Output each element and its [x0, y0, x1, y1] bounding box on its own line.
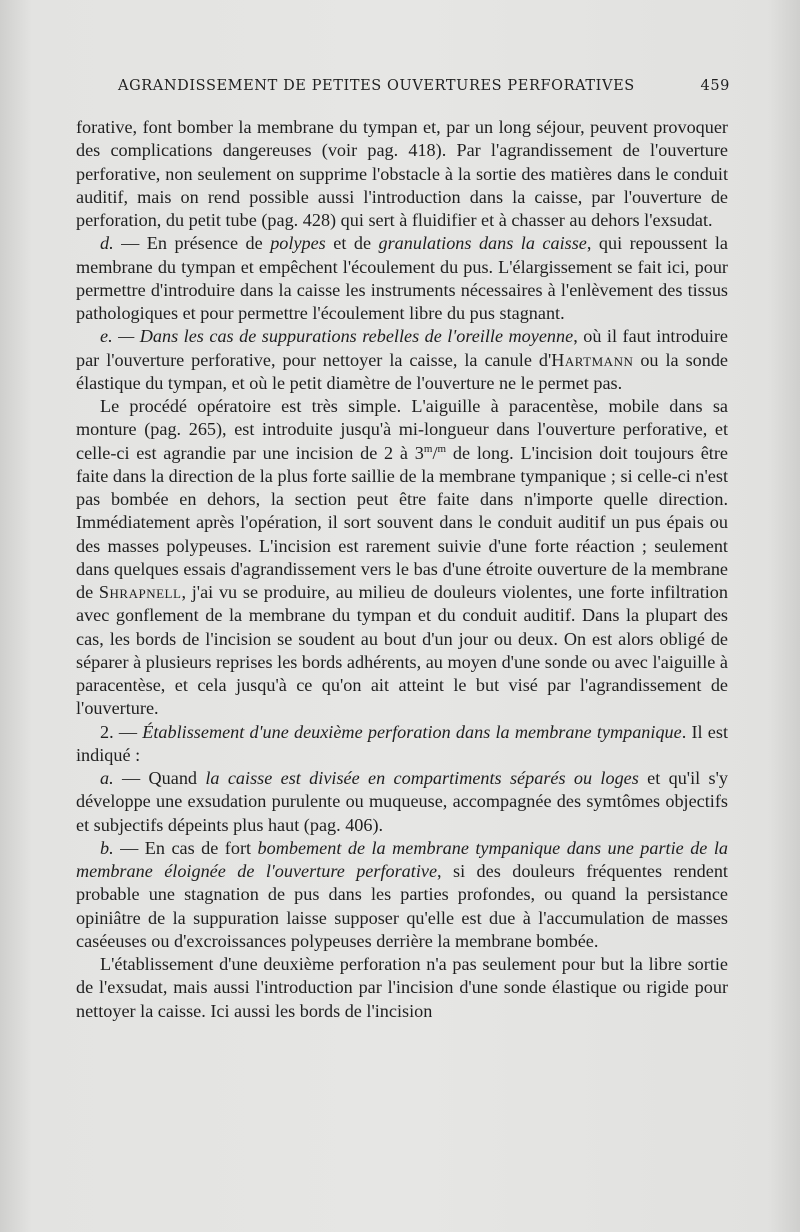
superscript-text: m [423, 442, 433, 455]
text-segment: ou la sonde élastique du tympan, et où le petit diamètre de l'ouverture ne le permet pas. [76, 349, 728, 393]
paragraph [76, 325, 728, 395]
text-segment: , j'ai vu se produire, au milieu de douleurs violentes, une forte infiltration avec gonflement de la membrane du tympan et du conduit auditif. Dans la plupart des cas, les bords de l'incision se soudent au bout d'un jour ou deux. On est alors obligé de séparer à plusieurs reprises les bords adhérents, au moyen d'une sonde ou avec l'aiguille à paracentèse, et cela jusqu'à ce qu'on ait atteint le but visé par l'agrandissement de l'ouverture. [76, 582, 728, 719]
text-segment: L'établissement d'une deuxième perforation n'a pas seulement pour but la libre sortie de l'exsudat, mais aussi l'introduction par l'incision d'une sonde élastique ou rigide pour nettoyer la caisse. Ici aussi les bords de l'incision [76, 954, 728, 1021]
paragraph [76, 721, 728, 768]
italic-text: e. — Dans les cas de suppurations rebelles de l'oreille moyenne [100, 326, 574, 347]
text-segment: , où il faut introduire par l'ouverture perforative, pour nettoyer la caisse, la canule d' [76, 326, 728, 370]
author-name: Shrapnell [98, 582, 182, 602]
body-text [76, 116, 728, 1023]
running-header [118, 78, 730, 100]
text-segment: et qu'il s'y développe une exsudation purulente ou muqueuse, accompagnée des symtômes objectifs et subjectifs dépeints plus haut (pag. 406). [76, 768, 728, 835]
text-segment: . Il est indiqué : [76, 721, 728, 765]
page-number: 459 [700, 78, 730, 94]
paragraph [76, 116, 728, 232]
italic-text: Établissement d'une deuxième perforation dans la membrane tympanique [142, 721, 682, 742]
text-segment: , si des douleurs fréquentes rendent probable une stagnation de pus dans les parties profondes, ou quand la persistance opiniâtre de la suppuration laisse supposer qu'elle est due à l'accumulation de masses caséeuses ou d'excroissances polypeuses derrière la membrane bombée. [76, 861, 728, 951]
text-segment: 2. — [100, 721, 143, 742]
paragraph [76, 953, 728, 1023]
italic-text: polypes [270, 233, 326, 254]
italic-text: la caisse est divisée en compartiments séparés ou loges [205, 768, 639, 788]
text-segment: , qui repoussent la membrane du tympan et empêchent l'écoulement du pus. L'élargissement se fait ici, pour permettre d'introduire dans la caisse les instruments nécessaires à l'enlèvement des tissus pathologiques et pour permettre l'écoulement libre du pus stagnant. [76, 233, 728, 323]
author-name: Hartmann [551, 349, 634, 370]
superscript-text: m [437, 442, 447, 455]
text-segment: Le procédé opératoire est très simple. L'aiguille à paracentèse, mobile dans sa monture (pag. 265), est introduite jusqu'à mi-longueur dans l'ouverture perforative, et celle-ci est agrandie par une incision de 2 à 3 [76, 396, 728, 463]
text-segment: — En cas de fort [113, 837, 258, 858]
italic-text: bombement de la membrane tympanique dans une partie de la membrane éloignée de l'ouverture perforative [76, 837, 728, 881]
text-segment: — Quand [113, 768, 206, 788]
running-title: AGRANDISSEMENT DE PETITES OUVERTURES PERFORATIVES [118, 78, 635, 94]
italic-text: a. [100, 768, 114, 788]
paragraph [76, 395, 728, 721]
text-segment: forative, font bomber la membrane du tympan et, par un long séjour, peuvent provoquer des complications dangereuses (voir pag. 418). Par l'agrandissement de l'ouverture perforative, non seulement on supprime l'obstacle à la sortie des matières dans le conduit auditif, mais on rend possible aussi l'introduction dans la caisse, par l'ouverture de perforation, du petit tube (pag. 428) qui sert à fluidifier et à chasser au dehors l'exsudat. [76, 117, 728, 230]
italic-text: d. [100, 233, 114, 254]
paragraph [76, 837, 728, 953]
paragraph [76, 232, 728, 325]
text-segment: et de [325, 233, 379, 254]
italic-text: granulations dans la caisse [378, 233, 587, 254]
text-segment: / [432, 442, 438, 463]
italic-text: b. [100, 837, 114, 858]
text-segment: — En présence de [113, 233, 271, 254]
paragraph [76, 767, 728, 837]
text-segment: de long. L'incision doit toujours être faite dans la direction de la plus forte saillie de la membrane tympanique ; si celle-ci n'est pas bombée en dehors, la section peut être faite dans n'importe quelle direction. Immédiatement après l'opération, il sort souvent dans le conduit auditif un pus épais ou des masses polypeuses. L'incision est rarement suivie d'une forte réaction ; seulement dans quelques essais d'agrandissement vers le bas d'une étroite ouverture de la membrane de [76, 442, 728, 602]
